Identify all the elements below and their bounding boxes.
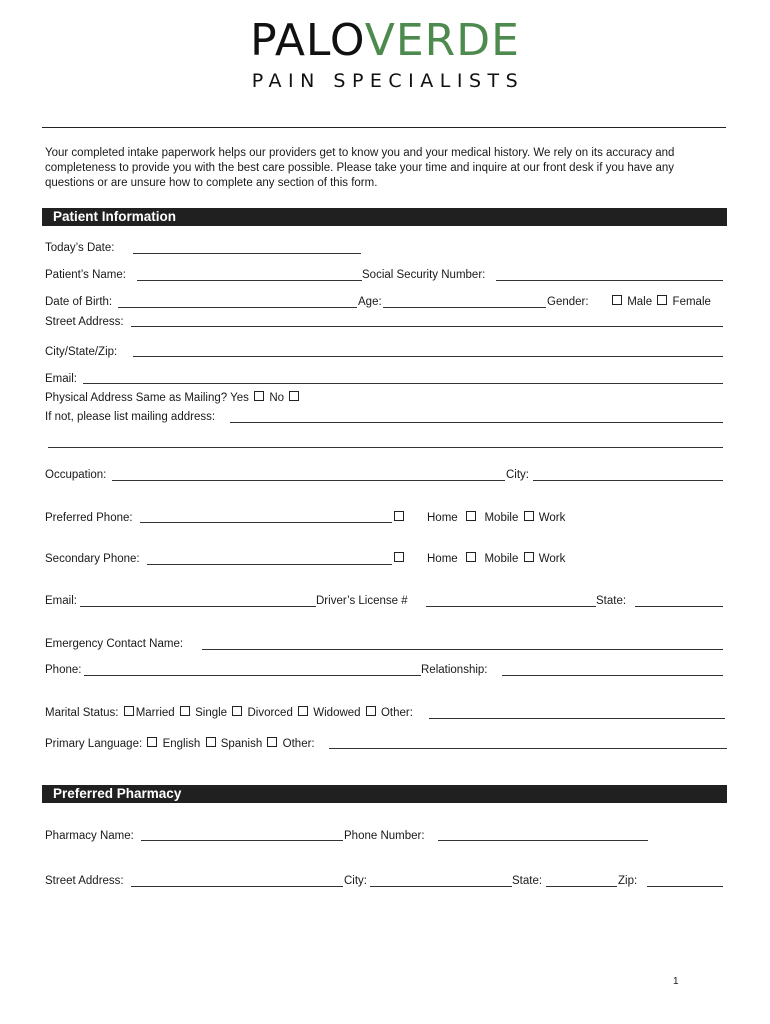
male-checkbox[interactable] — [612, 295, 622, 305]
marital-status-label: Marital Status: — [45, 707, 119, 719]
preferred-phone-label: Preferred Phone: — [45, 512, 133, 524]
email-label: Email: — [45, 373, 77, 385]
work-label: Work — [538, 553, 566, 565]
divorced-checkbox[interactable] — [232, 706, 242, 716]
mobile-label: Mobile — [484, 553, 519, 565]
license-state-field[interactable] — [635, 606, 723, 607]
dob-label: Date of Birth: — [45, 296, 113, 308]
patients-name-field[interactable] — [137, 280, 362, 281]
secondary-phone-label: Secondary Phone: — [45, 553, 140, 565]
pharmacy-name-field[interactable] — [141, 840, 343, 841]
pharmacy-name-label: Pharmacy Name: — [45, 830, 134, 842]
logo — [0, 14, 770, 92]
preferred-work-checkbox[interactable] — [524, 511, 534, 521]
logo-wordmark — [0, 14, 770, 68]
secondary-phone-options — [427, 552, 565, 566]
work-label: Work — [538, 512, 566, 524]
home-label: Home — [427, 512, 458, 524]
email2-field[interactable] — [80, 606, 316, 607]
pharmacy-street-label: Street Address: — [45, 875, 124, 887]
single-label: Single — [195, 707, 228, 719]
primary-language-label: Primary Language: — [45, 738, 143, 750]
city-state-zip-field[interactable] — [133, 356, 723, 357]
city-state-zip-label: City/State/Zip: — [45, 346, 118, 358]
marital-other-field[interactable] — [429, 718, 725, 719]
logo-subtitle: PAIN SPECIALISTS — [251, 70, 525, 92]
yes-checkbox[interactable] — [254, 391, 264, 401]
female-checkbox[interactable] — [657, 295, 667, 305]
occupation-field[interactable] — [112, 480, 505, 481]
ssn-field[interactable] — [496, 280, 723, 281]
married-checkbox[interactable] — [124, 706, 134, 716]
age-field[interactable] — [383, 307, 546, 308]
primary-language-row — [45, 737, 315, 751]
marital-other-checkbox[interactable] — [366, 706, 376, 716]
language-other-field[interactable] — [329, 748, 727, 749]
mailing-address-field-2[interactable] — [48, 447, 723, 448]
preferred-home-checkbox[interactable] — [394, 511, 404, 521]
home-label: Home — [427, 553, 458, 565]
widowed-checkbox[interactable] — [298, 706, 308, 716]
email2-label: Email: — [45, 595, 77, 607]
english-checkbox[interactable] — [147, 737, 157, 747]
license-state-label: State: — [596, 595, 627, 607]
logo-verde: VERDE — [364, 15, 520, 66]
occupation-city-label: City: — [506, 469, 529, 481]
patients-name-label: Patient’s Name: — [45, 269, 126, 281]
pharmacy-state-field[interactable] — [546, 886, 617, 887]
pharmacy-state-label: State: — [512, 875, 543, 887]
age-label: Age: — [358, 296, 382, 308]
ssn-label: Social Security Number: — [362, 269, 486, 281]
pharmacy-zip-label: Zip: — [618, 875, 638, 887]
yes-label: Yes — [230, 392, 249, 404]
emergency-phone-label: Phone: — [45, 664, 82, 676]
dob-field[interactable] — [118, 307, 357, 308]
physical-same-label: Physical Address Same as Mailing? — [45, 392, 228, 404]
marital-other-label: Other: — [380, 707, 413, 719]
drivers-license-field[interactable] — [426, 606, 596, 607]
secondary-phone-type — [392, 552, 406, 566]
todays-date-label: Today’s Date: — [45, 242, 115, 254]
male-label: Male — [627, 296, 653, 308]
divorced-label: Divorced — [247, 707, 293, 719]
married-label: Married — [135, 707, 175, 719]
relationship-field[interactable] — [502, 675, 723, 676]
spanish-label: Spanish — [220, 738, 263, 750]
section-header-patient-information — [42, 208, 727, 226]
section-header-preferred-pharmacy — [42, 785, 727, 803]
logo-palo: PALO — [250, 15, 365, 66]
no-label: No — [269, 392, 285, 404]
intro-paragraph: Your completed intake paperwork helps our providers get to know you and your medical history. We rely on its accuracy and completeness to provide you with the best care possible. Please take your time and inquire at our front desk if you have any questions or are unsure how to complete any section of this form. — [45, 147, 675, 189]
emergency-contact-label: Emergency Contact Name: — [45, 638, 184, 650]
language-other-checkbox[interactable] — [267, 737, 277, 747]
gender-options — [610, 295, 711, 309]
gender-label: Gender: — [547, 296, 589, 308]
emergency-contact-field[interactable] — [202, 649, 723, 650]
street-address-field[interactable] — [131, 326, 723, 327]
no-checkbox[interactable] — [289, 391, 299, 401]
emergency-phone-field[interactable] — [84, 675, 421, 676]
secondary-home-checkbox[interactable] — [394, 552, 404, 562]
section-title: Patient Information — [53, 209, 177, 224]
occupation-city-field[interactable] — [533, 480, 723, 481]
mailing-address-field-1[interactable] — [230, 422, 723, 423]
relationship-label: Relationship: — [421, 664, 488, 676]
secondary-phone-field[interactable] — [147, 564, 392, 565]
pharmacy-city-label: City: — [344, 875, 367, 887]
mailing-address-label: If not, please list mailing address: — [45, 411, 216, 423]
widowed-label: Widowed — [313, 707, 361, 719]
mobile-label: Mobile — [484, 512, 519, 524]
female-label: Female — [672, 296, 711, 308]
header-divider — [42, 127, 726, 128]
email-field[interactable] — [83, 383, 723, 384]
drivers-license-label: Driver’s License # — [316, 595, 408, 607]
street-address-label: Street Address: — [45, 316, 124, 328]
single-checkbox[interactable] — [180, 706, 190, 716]
pharmacy-city-field[interactable] — [370, 886, 512, 887]
preferred-phone-options — [427, 511, 565, 525]
todays-date-field[interactable] — [133, 253, 361, 254]
physical-address-question — [45, 391, 301, 405]
english-label: English — [162, 738, 201, 750]
pharmacy-street-field[interactable] — [131, 886, 343, 887]
pharmacy-phone-field[interactable] — [438, 840, 648, 841]
secondary-work-checkbox[interactable] — [524, 552, 534, 562]
pharmacy-phone-label: Phone Number: — [344, 830, 425, 842]
secondary-mobile-checkbox[interactable] — [466, 552, 476, 562]
occupation-label: Occupation: — [45, 469, 107, 481]
page-number: 1 — [673, 976, 679, 987]
section-title: Preferred Pharmacy — [53, 786, 182, 801]
preferred-phone-type — [392, 511, 406, 525]
preferred-mobile-checkbox[interactable] — [466, 511, 476, 521]
preferred-phone-field[interactable] — [140, 522, 392, 523]
pharmacy-zip-field[interactable] — [647, 886, 723, 887]
language-other-label: Other: — [282, 738, 315, 750]
marital-status-row — [45, 706, 413, 720]
spanish-checkbox[interactable] — [206, 737, 216, 747]
